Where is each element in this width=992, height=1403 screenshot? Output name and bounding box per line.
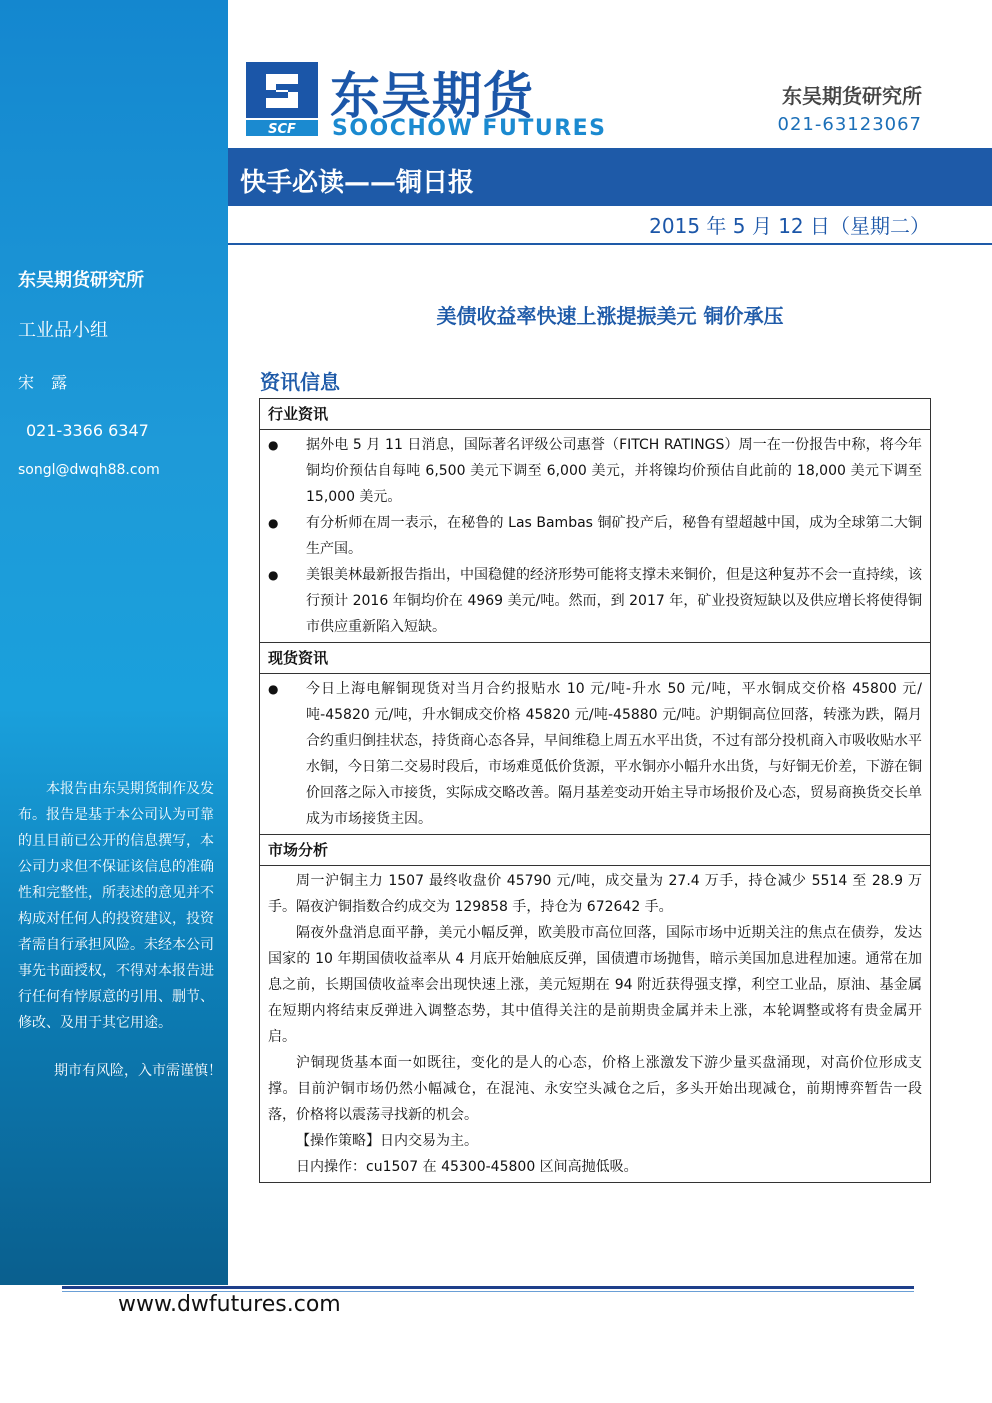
bullet-icon: ● (268, 438, 279, 452)
sidebar-phone: 021-3366 6347 (26, 421, 149, 440)
sidebar-group: 工业品小组 (18, 320, 108, 341)
bullet-icon: ● (268, 682, 279, 696)
footer-website-link[interactable]: www.dwfutures.com (118, 1292, 341, 1317)
sidebar (0, 0, 228, 1285)
market-analysis-body (260, 866, 930, 1182)
bullet-icon: ● (268, 568, 279, 582)
sidebar-risk-warning: 期市有风险，入市需谨慎！ (54, 1063, 222, 1079)
list-item: ● 美银美林最新报告指出，中国稳健的经济形势可能将支撑未来铜价，但是这种复苏不会一直持续，该行预计 2016 年铜均价在 4969 美元/吨。然而，到 2017 年，矿业投资短缺以及供应增长将使得铜市供应重新陷入短缺。 (260, 562, 922, 640)
industry-news-heading: 行业资讯 (260, 399, 930, 430)
intraday-paragraph: 日内操作：cu1507 在 45300-45800 区间高抛低吸。 (296, 1159, 638, 1175)
spot-news-heading: 现货资讯 (260, 642, 930, 674)
headline: 美债收益率快速上涨提振美元 铜价承压 (436, 304, 784, 328)
header-phone: 021-63123067 (777, 114, 922, 135)
sidebar-email[interactable]: songl@dwqh88.com (18, 462, 160, 478)
sidebar-author: 宋 露 (18, 373, 74, 392)
logo-chinese-name: 东吴期货 (330, 67, 534, 125)
sidebar-org: 东吴期货研究所 (18, 270, 144, 291)
list-item: ● 据外电 5 月 11 日消息，国际著名评级公司惠誉（FITCH RATINGS）周一在一份报告中称，将今年铜均价预估自每吨 6,500 美元下调至 6,000 美元，并将镍均价预估自此前的 18,000 美元下调至 15,000 美元。 (260, 432, 922, 510)
header-institute: 东吴期货研究所 (782, 84, 922, 108)
sidebar-disclaimer: 本报告由东吴期货制作及发布。报告是基于本公司认为可靠的且目前已公开的信息撰写，本公司力求但不保证该信息的准确性和完整性，所表述的意见并不构成对任何人的投资建议，投资者需自行承担风险。未经本公司事先书面授权，不得对本报告进行任何有悖原意的引用、删节、修改、及用于其它用途。 (18, 781, 214, 1031)
market-paragraph: 周一沪铜主力 1507 最终收盘价 45790 元/吨，成交量为 27.4 万手，持仓减少 5514 至 28.9 万手。隔夜沪铜指数合约成交为 129858 手，持仓为 672642 手。 (268, 873, 922, 915)
title-banner (228, 148, 992, 206)
market-paragraph: 沪铜现货基本面一如既往，变化的是人的心态，价格上涨激发下游少量买盘涌现，对高价位形成支撑。目前沪铜市场仍然小幅减仓，在混沌、永安空头减仓之后，多头开始出现减仓，前期博弈暂告一段落，价格将以震荡寻找新的机会。 (268, 1055, 922, 1123)
news-table (259, 398, 931, 1183)
report-date: 2015 年 5 月 12 日（星期二） (649, 214, 930, 238)
logo-english-name: SOOCHOW FUTURES (332, 116, 607, 141)
strategy-paragraph: 【操作策略】日内交易为主。 (296, 1133, 478, 1149)
market-analysis-heading: 市场分析 (260, 834, 930, 866)
industry-news-list (260, 430, 930, 642)
logo-badge: SCF (268, 122, 296, 136)
list-item: ● 有分析师在周一表示，在秘鲁的 Las Bambas 铜矿投产后，秘鲁有望超越中国，成为全球第二大铜生产国。 (260, 510, 922, 562)
bullet-icon: ● (268, 516, 279, 530)
company-logo-icon (246, 62, 318, 136)
section-title: 资讯信息 (260, 370, 340, 394)
market-paragraph: 隔夜外盘消息面平静，美元小幅反弹，欧美股市高位回落，国际市场中近期关注的焦点在债券，发达国家的 10 年期国债收益率从 4 月底开始触底反弹，国债遭市场抛售，暗示美国加息进程加速。通常在加息之前，长期国债收益率会出现快速上涨，美元短期在 94 附近获得强支撑，利空工业品，原油、基金属在短期内将结束反弹进入调整态势，其中值得关注的是前期贵金属并未上涨，本轮调整或将有贵金属开启。 (268, 925, 922, 1045)
report-title: 快手必读——铜日报 (240, 168, 475, 198)
list-item: ● 今日上海电解铜现货对当月合约报贴水 10 元/吨-升水 50 元/吨，平水铜成交价格 45800 元/吨-45820 元/吨，升水铜成交价格 45820 元/吨-45880 元/吨。沪期铜高位回落，转涨为跌，隔月合约重归倒挂状态，持货商心态各异，早间维稳上周五水平出货，不过有部分投机商入市吸收贴水平水铜，今日第二交易时段后，市场难觅低价货源，平水铜亦小幅升水出货，与好铜无价差，下游在铜价回落之际入市接货，实际成交略改善。隔月基差变动开始主导市场报价及心态，贸易商换货交长单成为市场接货主因。 (260, 676, 922, 832)
spot-news-list (260, 674, 930, 834)
footer-divider (62, 1286, 914, 1289)
date-divider (228, 243, 992, 245)
